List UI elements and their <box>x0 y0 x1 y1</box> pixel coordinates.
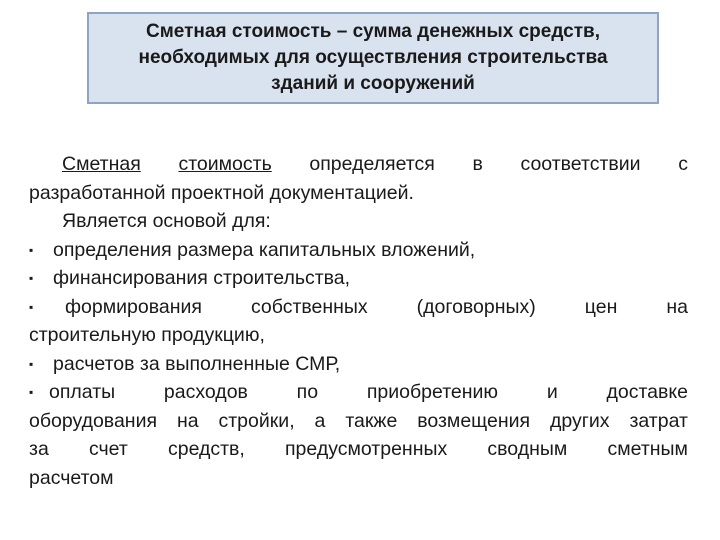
word: сметным <box>607 438 688 460</box>
word: (договорных) <box>416 295 536 318</box>
bullet-icon: ▪ <box>29 271 34 285</box>
word: за <box>29 438 49 460</box>
list-item-continuation <box>29 435 688 464</box>
list-item <box>29 350 688 379</box>
word: с <box>678 153 688 175</box>
list-item-text: определения размера капитальных вложений, <box>53 238 476 261</box>
list-item-continuation <box>29 407 688 436</box>
list-item-continuation: расчетом <box>29 466 114 489</box>
list-item-text: финансирования строительства, <box>53 267 351 289</box>
word: приобретению <box>366 381 499 403</box>
word: цен <box>584 295 618 318</box>
title-line-3: зданий и сооружений <box>271 73 475 94</box>
term-word-2: стоимость <box>178 153 272 175</box>
bullet-icon: ▪ <box>29 385 34 399</box>
list-item-text: расчетов за выполненные СМР, <box>53 352 341 375</box>
word: стройки, <box>218 409 295 432</box>
word: оборудования <box>29 409 158 432</box>
title-box <box>87 12 659 104</box>
word: других <box>550 409 610 432</box>
word: сводным <box>487 438 568 460</box>
word: средств, <box>167 438 245 460</box>
title-line-2: необходимых для осуществления строительства <box>138 47 608 68</box>
word: определяется <box>309 153 435 175</box>
word: собственных <box>250 295 368 318</box>
title-line-1: Сметная стоимость – сумма денежных средств, <box>146 21 600 42</box>
word: в <box>472 153 483 175</box>
word: а <box>314 409 326 432</box>
body-text <box>29 150 688 492</box>
word: счет <box>88 438 128 460</box>
word: предусмотренных <box>285 438 448 460</box>
definition-line-1 <box>56 150 688 179</box>
word: формирования <box>65 295 202 318</box>
bullet-icon: ▪ <box>29 356 34 371</box>
word: на <box>666 295 688 318</box>
word: затрат <box>629 409 688 432</box>
term-word-1: Сметная <box>62 153 141 175</box>
definition-line-2: разработанной проектной документацией. <box>29 181 414 204</box>
word: оплаты <box>49 381 116 403</box>
word: возмещения <box>417 409 531 432</box>
list-item-text <box>53 293 688 322</box>
bullet-icon: ▪ <box>29 299 34 314</box>
word: по <box>296 381 319 403</box>
list-item <box>29 236 688 265</box>
word: также <box>345 409 398 432</box>
word: соответствии <box>520 153 641 175</box>
bullet-icon: ▪ <box>29 242 34 257</box>
intro-line: Является основой для: <box>62 210 271 232</box>
list-item-text <box>49 378 688 407</box>
list-item <box>29 378 688 407</box>
word: расходов <box>163 381 248 403</box>
word: и <box>546 381 558 403</box>
list-item <box>29 264 688 293</box>
list-item-continuation: строительную продукцию, <box>29 324 265 346</box>
word: на <box>176 409 199 432</box>
list-item <box>29 293 688 322</box>
word: доставке <box>606 381 688 403</box>
